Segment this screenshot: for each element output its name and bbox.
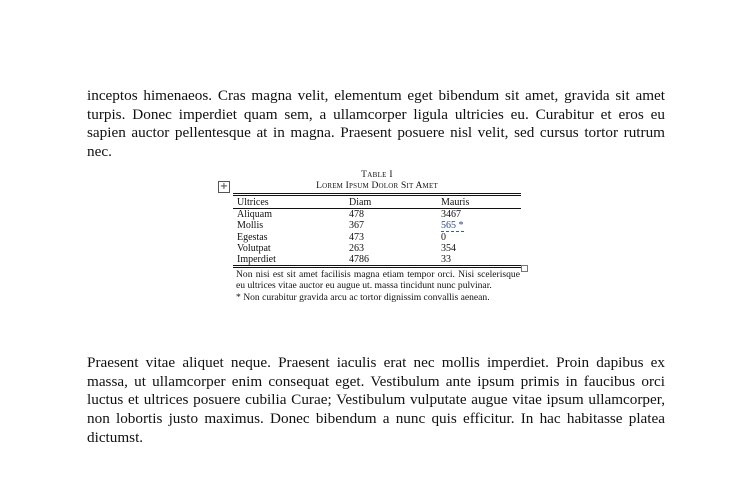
body-paragraph-bottom: Praesent vitae aliquet neque. Praesent iaculis erat nec mollis imperdiet. Proin dapibus ex massa, ut ullamcorper enim consequat eget. Vestibulum ante ipsum primis in faucibus orci luctus et ultrices posuere cubilia Curae; Vestibulum vulputate augue vitae ipsum ullamcorper, non lobortis justo maximus. Donec bibendum a nunc quis efficitur. In hac habitasse platea dictumst.	[87, 354, 665, 446]
table-cell: 473	[349, 231, 364, 243]
table-cell: 478	[349, 209, 364, 221]
table-cell: 3467	[441, 209, 461, 221]
body-paragraph-top: inceptos himenaeos. Cras magna velit, elementum eget bibendum sit amet, gravida sit amet turpis. Donec imperdiet quam sem, a ullamcorper ligula ultricies eu. Curabitur et eros eu sapien auctor pellentesque at in magna. Praesent posuere nisl velit, sed cursus tortor rutrum nec.	[87, 87, 665, 161]
move-handle-icon[interactable]: +	[219, 181, 229, 192]
column-header: Ultrices	[237, 197, 269, 208]
flagged-value[interactable]: 565 *	[441, 220, 464, 232]
column-header: Mauris	[441, 197, 470, 208]
table-row	[233, 209, 521, 221]
table-cell: 263	[349, 242, 364, 254]
table-row	[233, 220, 521, 231]
table-notes	[233, 269, 520, 303]
table-row	[233, 254, 521, 267]
table-cell: 354	[441, 242, 456, 254]
table-cell: 367	[349, 220, 364, 232]
table-note: Non nisi est sit amet facilisis magna etiam tempor orci. Nisi scelerisque eu ultrices vitae auctor eu augue ut. massa tincidunt nunc pulvinar.	[236, 269, 520, 292]
data-table	[233, 193, 521, 268]
table-footnote: * Non curabitur gravida arcu ac tortor dignissim convallis aenean.	[236, 291, 490, 303]
table-title: Lorem Ipsum Dolor Sit Amet	[316, 181, 438, 191]
table-cell	[437, 220, 521, 231]
table-cell: Mollis	[237, 220, 264, 232]
table-block	[219, 170, 521, 303]
table-row	[233, 232, 521, 243]
table-cell: 4786	[349, 254, 369, 266]
table-cell: Imperdiet	[237, 254, 276, 266]
table-row	[233, 243, 521, 254]
table-cell: 33	[441, 254, 451, 266]
table-cell: Egestas	[237, 231, 268, 243]
table-cell: Volutpat	[237, 242, 271, 254]
resize-handle-icon[interactable]	[521, 265, 528, 272]
column-header: Diam	[349, 197, 372, 208]
table-cell: Aliquam	[237, 209, 272, 221]
table-number: Table I	[361, 170, 393, 180]
table-cell: 0	[441, 231, 446, 243]
table-header-row	[233, 195, 521, 209]
